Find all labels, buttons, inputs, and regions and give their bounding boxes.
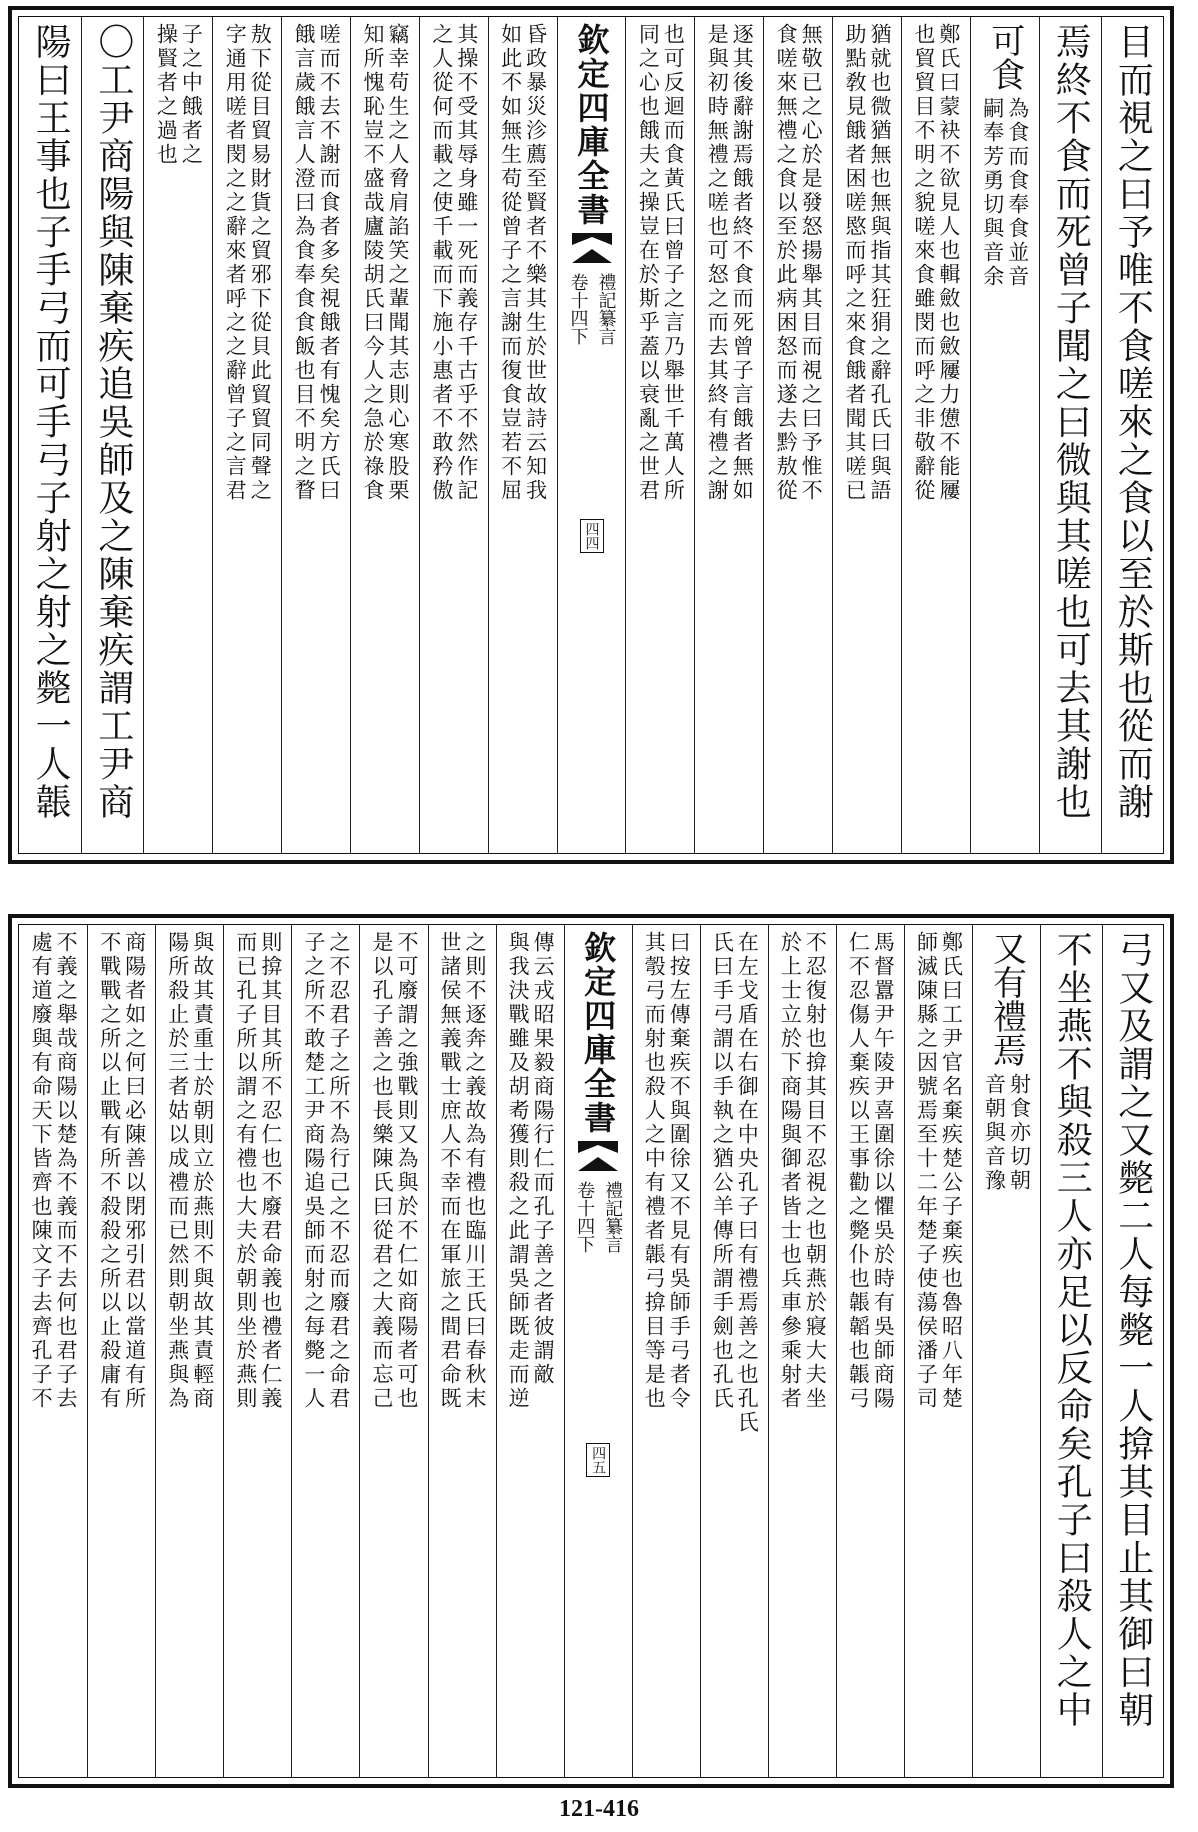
commentary-line: 世諸侯無義戰士庶人不幸而在軍旅之間君命既 xyxy=(438,931,463,1411)
volume-label xyxy=(571,1181,625,1253)
commentary-line: 是以孔子善之也長樂陳氏曰從君之大義而忘己 xyxy=(369,931,394,1411)
commentary-line: 操賢者之過也 xyxy=(154,23,179,167)
text-column xyxy=(1040,925,1101,1777)
text-column xyxy=(19,17,81,853)
text-column xyxy=(972,925,1040,1777)
commentary-line: 也貿貿目不明之貌嗟來食雖閔而呼之非敬辭從 xyxy=(911,23,936,503)
commentary-line: 無敬已之心於是發怒揚舉其目而視之曰予惟不 xyxy=(799,23,824,503)
commentary-line: 之則不逐奔之義故為有禮也臨川王氏曰春秋末 xyxy=(463,931,488,1411)
commentary-line: 字通用嗟者閔之之辭來者呼之之辭曾子之言君 xyxy=(223,23,248,503)
commentary-line: 助點敎見餓者困嗟愍而呼之來食餓者聞其嗟已 xyxy=(842,23,867,503)
commentary-line: 馬督囂尹午陵尹喜圍徐以懼吳於時有吳師商陽 xyxy=(871,931,896,1411)
collection-title: 欽定四庫全書 xyxy=(579,931,618,1135)
commentary-line: 如此不如無生苟從曾子之言謝而復食豈若不屈 xyxy=(498,23,523,503)
commentary-line: 之不忍君子之所不為行己之不忍而廢君之命君 xyxy=(326,931,351,1411)
main-text-line: 目而視之曰予唯不食嗟來之食以至於斯也從而謝 xyxy=(1112,23,1154,821)
commentary-line: 同之心也餓夫之操豈在於斯乎蓋以衰亂之世君 xyxy=(636,23,661,503)
main-text-line: 又有禮焉 xyxy=(986,931,1027,1067)
text-column xyxy=(763,17,832,853)
text-column xyxy=(359,925,427,1777)
text-column xyxy=(419,17,488,853)
text-column xyxy=(1039,17,1101,853)
volume-line: 禮記纂言 xyxy=(595,273,617,345)
commentary-line: 而已孔子所以謂之有禮也大夫於朝則坐於燕則 xyxy=(233,931,258,1411)
gloss-line: 為食而食奉食並音 xyxy=(1005,97,1030,289)
text-column xyxy=(291,925,359,1777)
commentary-line: 不戰戰之所以止戰有所不殺殺之所以止殺庸有 xyxy=(97,931,122,1411)
text-column xyxy=(625,17,694,853)
commentary-line: 竊幸苟生之人脅肩諂笑之輩聞其志則心寒股栗 xyxy=(385,23,410,503)
commentary-line: 曰按左傳棄疾不與圍徐又不見有吳師手弓者令 xyxy=(667,931,692,1411)
bottom-page-frame xyxy=(18,924,1164,1778)
text-column xyxy=(832,17,901,853)
volume-line: 卷十四下 xyxy=(567,273,589,345)
top-page xyxy=(8,6,1174,864)
phonetic-gloss xyxy=(984,1067,1030,1193)
commentary-line: 鄭氏曰蒙袂不欲見人也輯斂也斂屨力憊不能屨 xyxy=(936,23,961,503)
commentary-line: 子之所不敢楚工尹商陽追吳師而射之每斃一人 xyxy=(301,931,326,1411)
bottom-page xyxy=(8,914,1174,1788)
text-column xyxy=(143,17,212,853)
commentary-line: 子之中餓者之 xyxy=(179,23,204,167)
text-column xyxy=(19,925,87,1777)
text-column xyxy=(350,17,419,853)
commentary-line: 傳云戎昭果毅商陽行仁而孔子善之者彼謂敵 xyxy=(531,931,556,1387)
gloss-line: 嗣奉芳勇切與音余 xyxy=(980,97,1005,289)
commentary-line: 之人從何而載之使千載而下施小惠者不敢矜傲 xyxy=(429,23,454,503)
main-text-line: 〇工尹商陽與陳棄疾追吳師及之陳棄疾謂工尹商 xyxy=(92,23,134,821)
text-column xyxy=(1102,925,1163,1777)
page-number: 四四 xyxy=(580,519,604,553)
commentary-line: 敖下從目貿易財貨之貿邪下從貝此貿貿同聲之 xyxy=(248,23,273,503)
commentary-line: 逐其後辭謝焉餓者終不食而死曾子言餓者無如 xyxy=(730,23,755,503)
fishtail-mark-icon xyxy=(572,233,612,263)
text-column xyxy=(557,17,626,853)
gloss-line: 音朝與音豫 xyxy=(982,1073,1007,1193)
text-column xyxy=(970,17,1039,853)
commentary-line: 與我決戰雖及胡耇獲則殺之此謂吳師既走而逆 xyxy=(506,931,531,1411)
commentary-line: 是與初時無禮之嗟也可怒之而去其終有禮之謝 xyxy=(705,23,730,503)
volume-line: 禮記纂言 xyxy=(602,1181,624,1253)
fishtail-mark-icon xyxy=(578,1141,618,1171)
commentary-line: 不忍復射也揜其目不忍視之也朝燕於寢大夫坐 xyxy=(803,931,828,1411)
text-column xyxy=(904,925,972,1777)
text-column xyxy=(768,925,836,1777)
main-text-line: 不坐燕不與殺三人亦足以反命矣孔子曰殺人之中 xyxy=(1051,931,1093,1729)
commentary-line: 也可反迴而食黃氏曰曾子之言乃舉世千萬人所 xyxy=(661,23,686,503)
text-column xyxy=(428,925,496,1777)
volume-line: 卷十四下 xyxy=(574,1181,596,1253)
main-text-line: 弓又及謂之又斃二人每斃一人揜其目止其御曰朝 xyxy=(1112,931,1154,1729)
text-column xyxy=(281,17,350,853)
commentary-line: 氏曰手弓謂以手執之猶公羊傳所謂手劍也孔氏 xyxy=(710,931,735,1411)
commentary-line: 師滅陳縣之因號焉至十二年楚子使蕩侯潘子司 xyxy=(914,931,939,1411)
commentary-line: 知所愧恥豈不盛哉廬陵胡氏曰今人之急於祿食 xyxy=(360,23,385,503)
bottom-page-columns xyxy=(19,925,1163,1777)
collection-title: 欽定四庫全書 xyxy=(572,23,611,227)
text-column xyxy=(87,925,155,1777)
commentary-line: 不義之舉哉商陽以楚為不義而不去何也君子去 xyxy=(54,931,79,1411)
text-column xyxy=(212,17,281,853)
top-page-frame xyxy=(18,16,1164,854)
commentary-line: 嗟而不去不謝而食者多矣視餓者有愧矣方氏曰 xyxy=(317,23,342,503)
text-column xyxy=(694,17,763,853)
gloss-line: 射食亦切朝 xyxy=(1007,1073,1032,1193)
text-column xyxy=(223,925,291,1777)
commentary-line: 其操不受其辱身雖一死而義存千古乎不然作記 xyxy=(454,23,479,503)
commentary-line: 餓言歲餓言人澄曰為食奉食食飯也目不明之瞀 xyxy=(292,23,317,503)
text-column xyxy=(488,17,557,853)
main-text-line: 陽曰王事也子手弓而可手弓子射之射之斃一人韔 xyxy=(30,23,72,821)
main-text-line: 可食 xyxy=(984,23,1025,91)
folio-number: 121-416 xyxy=(559,1796,639,1822)
commentary-line: 陽所殺止於三者姑以成禮而已然則朝坐燕與為 xyxy=(165,931,190,1411)
text-column xyxy=(564,925,632,1777)
commentary-line: 仁不忍傷人棄疾以王事勸之斃仆也韔韜也韔弓 xyxy=(846,931,871,1411)
commentary-line: 不可廢謂之強戰則又為與於不仁如商陽者可也 xyxy=(394,931,419,1411)
phonetic-gloss xyxy=(982,91,1028,289)
top-page-columns xyxy=(19,17,1163,853)
text-column xyxy=(700,925,768,1777)
commentary-line: 其彀弓而射也殺人之中有禮者韔弓揜目等是也 xyxy=(642,931,667,1411)
text-column xyxy=(836,925,904,1777)
commentary-line: 則揜其目其所不忍仁也不廢君命義也禮者仁義 xyxy=(258,931,283,1411)
text-column xyxy=(155,925,223,1777)
commentary-line: 商陽者如之何曰必陳善以閉邪引君以當道有所 xyxy=(122,931,147,1411)
commentary-line: 猶就也微猶無也無與指其狂狷之辭孔氏曰與語 xyxy=(867,23,892,503)
text-column xyxy=(496,925,564,1777)
commentary-line: 食嗟來無禮之食以至於此病困怒而遂去黔敖從 xyxy=(774,23,799,503)
commentary-line: 處有道廢與有命天下皆齊也陳文子去齊孔子不 xyxy=(29,931,54,1411)
volume-label xyxy=(565,273,619,345)
text-column xyxy=(632,925,700,1777)
text-column xyxy=(1101,17,1163,853)
commentary-line: 鄭氏曰工尹官名棄疾楚公子棄疾也魯昭八年楚 xyxy=(939,931,964,1411)
main-text-line: 焉終不食而死曾子聞之曰微與其嗟也可去其謝也 xyxy=(1050,23,1092,821)
commentary-line: 在左戈盾在右御在中央孔子曰有禮焉善之也孔氏 xyxy=(735,931,760,1435)
text-column xyxy=(901,17,970,853)
page-number: 四五 xyxy=(586,1443,610,1477)
commentary-line: 昏政暴災沴薦至賢者不樂其生於世故詩云知我 xyxy=(523,23,548,503)
commentary-line: 與故其責重士於朝則立於燕則不與故其責輕商 xyxy=(190,931,215,1411)
commentary-line: 於上士立於下商陽與御者皆士也兵車參乘射者 xyxy=(778,931,803,1411)
text-column xyxy=(81,17,143,853)
